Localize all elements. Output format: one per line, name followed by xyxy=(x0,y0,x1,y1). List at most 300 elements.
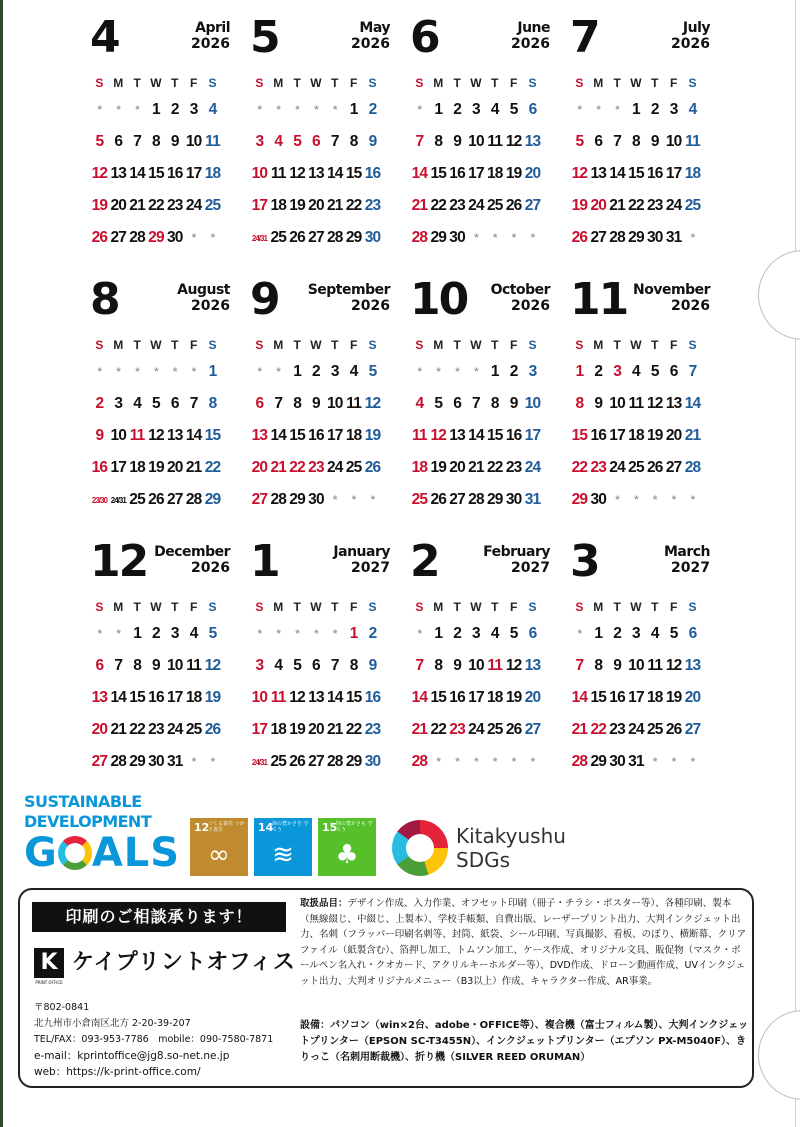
day-cell: 28 xyxy=(185,491,202,508)
empty-day-marker: * xyxy=(191,232,196,244)
day-cell: 4 xyxy=(133,395,142,412)
goal-number: 14 xyxy=(258,821,274,834)
day-cell: 16 xyxy=(166,165,183,182)
day-cell: 24 xyxy=(468,721,484,738)
month-header xyxy=(570,532,722,596)
day-cell: 31 xyxy=(628,753,644,770)
day-cell: 5 xyxy=(152,395,160,412)
month-name: May xyxy=(359,20,390,36)
month-header xyxy=(410,270,562,334)
day-cell: 13 xyxy=(91,689,108,706)
day-cell: 7 xyxy=(114,657,123,674)
week-row xyxy=(410,222,542,254)
week-row xyxy=(410,94,542,126)
empty-day-marker: * xyxy=(417,104,422,116)
empty-day-marker: * xyxy=(351,494,356,506)
address: 北九州市小倉南区北方 2-20-39-207 xyxy=(34,1018,191,1029)
day-cell: 23 xyxy=(449,197,465,214)
month-day-table xyxy=(570,334,702,516)
weekday-header: T xyxy=(491,76,499,90)
empty-day-marker: * xyxy=(333,628,337,640)
kitakyushu-name xyxy=(456,824,566,872)
sdg-line-3-g: G xyxy=(24,830,58,876)
day-cell: 4 xyxy=(490,101,499,118)
weekday-header: T xyxy=(453,338,461,352)
day-cell: 3 xyxy=(189,101,198,118)
day-cell: 26 xyxy=(204,721,221,738)
empty-day-marker: * xyxy=(135,366,139,378)
weekday-header: T xyxy=(171,600,179,614)
weekday-header: T xyxy=(491,338,499,352)
empty-day-marker: * xyxy=(436,756,440,768)
day-cell: 12 xyxy=(364,395,381,412)
day-cell: 13 xyxy=(110,165,127,182)
day-cell: 9 xyxy=(312,395,320,412)
week-row xyxy=(410,126,542,158)
day-cell: 25 xyxy=(345,459,362,476)
weekday-header: S xyxy=(415,600,424,614)
month-number: 7 xyxy=(570,12,599,63)
day-cell: 8 xyxy=(208,395,217,412)
empty-day-marker: * xyxy=(530,756,535,768)
day-cell: 8 xyxy=(594,657,603,674)
month-header xyxy=(410,8,562,72)
weekday-header: F xyxy=(669,76,678,90)
weekday-header: F xyxy=(509,338,518,352)
day-cell: 13 xyxy=(308,165,324,182)
empty-day-marker: * xyxy=(97,104,102,116)
month-number: 2 xyxy=(410,536,439,587)
day-cell: 23 xyxy=(364,197,381,214)
day-cell: 16 xyxy=(590,427,607,444)
month-header xyxy=(410,532,562,596)
weekday-header: T xyxy=(453,600,461,614)
day-cell: 1 xyxy=(575,363,584,380)
month-day-table xyxy=(410,334,542,516)
company-logo-icon: K xyxy=(34,948,64,978)
empty-day-marker: * xyxy=(577,628,582,640)
month-day-table xyxy=(90,596,222,778)
month-october-2026 xyxy=(410,270,562,520)
day-cell: 6 xyxy=(95,657,104,674)
day-cell: 29 xyxy=(345,229,362,246)
day-cell: 22 xyxy=(571,459,588,476)
day-cell: 20 xyxy=(524,165,541,182)
email-link[interactable]: e-mail：kprintoffice@jg8.so-net.ne.jp xyxy=(34,1050,230,1062)
week-row xyxy=(570,190,702,222)
company-logo-subtext: PRINT OFFICE xyxy=(35,980,63,985)
day-cell: 8 xyxy=(349,133,358,150)
day-cell: 8 xyxy=(133,657,142,674)
weekday-header: M xyxy=(113,338,124,352)
month-number: 3 xyxy=(570,536,599,587)
day-cell: 22 xyxy=(148,197,164,214)
weekday-header: T xyxy=(331,338,339,352)
day-cell: 17 xyxy=(326,427,343,444)
day-cell: 31 xyxy=(166,753,183,770)
day-cell: 6 xyxy=(312,657,320,674)
empty-day-marker: * xyxy=(97,366,102,378)
empty-day-marker: * xyxy=(257,366,262,378)
empty-day-marker: * xyxy=(634,494,638,506)
weekday-header: W xyxy=(150,600,162,614)
day-cell: 21 xyxy=(411,197,428,214)
weekday-header: S xyxy=(95,338,104,352)
goal-number: 12 xyxy=(194,821,210,834)
day-cell: 27 xyxy=(308,753,324,770)
day-cell: 21 xyxy=(411,721,428,738)
week-row xyxy=(90,714,222,746)
week-row xyxy=(250,746,382,778)
day-cell: 5 xyxy=(293,133,302,150)
weekday-header: W xyxy=(310,600,322,614)
month-number: 1 xyxy=(250,536,279,587)
month-name: April xyxy=(195,20,230,36)
day-cell: 2 xyxy=(95,395,104,412)
day-cell: 7 xyxy=(472,395,480,412)
weekday-header: M xyxy=(273,600,284,614)
weekday-header: S xyxy=(208,76,217,90)
day-cell: 13 xyxy=(251,427,268,444)
day-cell: 3 xyxy=(114,395,123,412)
weekday-header: T xyxy=(171,76,179,90)
weekday-header: F xyxy=(349,76,358,90)
empty-day-marker: * xyxy=(493,756,497,768)
week-row xyxy=(410,682,542,714)
day-cell: 26 xyxy=(505,197,522,214)
empty-day-marker: * xyxy=(333,104,337,116)
day-cell: 12 xyxy=(289,689,305,706)
month-day-table xyxy=(570,72,702,254)
weekday-header: S xyxy=(528,600,537,614)
day-cell: 30 xyxy=(308,491,324,508)
weekday-header: F xyxy=(669,600,678,614)
day-cell: 19 xyxy=(505,165,522,182)
empty-day-marker: * xyxy=(135,104,139,116)
weekday-header: S xyxy=(415,338,424,352)
week-row xyxy=(410,484,542,516)
day-cell: 14 xyxy=(110,689,127,706)
goal-title: 陸の豊かさも 守ろう xyxy=(336,821,373,833)
weekday-header: T xyxy=(651,338,659,352)
day-cell: 6 xyxy=(528,101,537,118)
month-number: 11 xyxy=(570,274,628,325)
day-cell: 16 xyxy=(449,689,465,706)
day-cell: 3 xyxy=(669,101,678,118)
day-cell: 11 xyxy=(270,165,286,182)
month-february-2027 xyxy=(410,532,562,782)
weekday-header: S xyxy=(688,600,697,614)
month-header xyxy=(90,532,242,596)
day-cell: 24 xyxy=(326,459,343,476)
day-cell: 17 xyxy=(468,165,484,182)
day-cell: 10 xyxy=(251,165,268,182)
empty-day-marker: * xyxy=(257,628,262,640)
day-cell: 27 xyxy=(449,491,465,508)
month-july-2026 xyxy=(570,8,722,258)
day-cell: 1 xyxy=(632,101,640,118)
day-cell: 23 xyxy=(449,721,465,738)
empty-day-marker: * xyxy=(474,366,478,378)
day-cell: 20 xyxy=(91,721,108,738)
day-cell: 20 xyxy=(110,197,127,214)
folder-notch-top xyxy=(758,250,800,340)
sdg-wheel-icon xyxy=(58,836,92,870)
month-year: 2026 xyxy=(671,298,710,314)
day-cell: 11 xyxy=(205,133,220,150)
week-row xyxy=(250,388,382,420)
day-cell: 29 xyxy=(345,753,362,770)
day-cell: 11 xyxy=(412,427,427,444)
day-cell: 17 xyxy=(524,427,541,444)
week-row xyxy=(250,714,382,746)
day-cell: 10 xyxy=(468,657,484,674)
day-cell: 28 xyxy=(571,753,588,770)
day-cell: 27 xyxy=(166,491,183,508)
month-june-2026 xyxy=(410,8,562,258)
weekday-header: S xyxy=(415,76,424,90)
day-cell: 24/31 xyxy=(110,495,126,505)
empty-day-marker: * xyxy=(653,494,657,506)
day-cell: 23 xyxy=(148,721,164,738)
tree-icon: ♣ xyxy=(335,840,359,870)
day-cell: 24 xyxy=(185,197,202,214)
day-cell: 27 xyxy=(524,721,541,738)
empty-day-marker: * xyxy=(596,104,600,116)
weekday-header: S xyxy=(368,600,377,614)
day-cell: 23 xyxy=(646,197,663,214)
day-cell: 6 xyxy=(453,395,462,412)
day-cell: 15 xyxy=(345,689,362,706)
day-cell: 27 xyxy=(590,229,607,246)
weekday-header: T xyxy=(293,600,301,614)
day-cell: 24/31 xyxy=(251,233,267,243)
weekday-header: M xyxy=(593,338,604,352)
empty-day-marker: * xyxy=(154,366,158,378)
weekday-header: T xyxy=(293,338,301,352)
day-cell: 22 xyxy=(430,721,447,738)
postal-code: 〒802-0841 xyxy=(34,1002,90,1013)
month-september-2026 xyxy=(250,270,402,520)
day-cell: 23/30 xyxy=(91,495,107,505)
month-year: 2026 xyxy=(191,298,230,314)
month-april-2026 xyxy=(90,8,242,258)
day-cell: 29 xyxy=(289,491,305,508)
day-cell: 27 xyxy=(91,753,108,770)
day-cell: 17 xyxy=(628,689,644,706)
day-cell: 14 xyxy=(609,165,625,182)
day-cell: 7 xyxy=(415,133,424,150)
empty-day-marker: * xyxy=(417,366,422,378)
day-cell: 18 xyxy=(411,459,428,476)
day-cell: 27 xyxy=(524,197,541,214)
day-cell: 26 xyxy=(665,721,682,738)
week-row xyxy=(90,682,222,714)
month-year: 2026 xyxy=(351,36,390,52)
day-cell: 11 xyxy=(186,657,202,674)
day-cell: 21 xyxy=(571,721,588,738)
day-cell: 5 xyxy=(509,101,518,118)
month-header xyxy=(90,270,242,334)
day-cell: 16 xyxy=(449,165,465,182)
day-cell: 8 xyxy=(490,395,499,412)
empty-day-marker: * xyxy=(455,366,459,378)
day-cell: 16 xyxy=(364,689,381,706)
day-cell: 4 xyxy=(688,101,697,118)
week-row xyxy=(250,356,382,388)
day-cell: 25 xyxy=(646,721,663,738)
weekday-header: F xyxy=(349,338,358,352)
weekday-header: S xyxy=(575,76,584,90)
day-cell: 30 xyxy=(364,229,381,246)
month-name: August xyxy=(177,282,230,298)
day-cell: 6 xyxy=(170,395,179,412)
day-cell: 12 xyxy=(430,427,447,444)
weekday-header: F xyxy=(669,338,678,352)
empty-day-marker: * xyxy=(370,494,375,506)
weekday-header: W xyxy=(630,76,642,90)
day-cell: 15 xyxy=(289,427,305,444)
tel-fax: TEL/FAX：093-953-7786 mobile：090-7580-7871 xyxy=(34,1034,274,1045)
month-number: 6 xyxy=(410,12,439,63)
empty-day-marker: * xyxy=(191,366,196,378)
day-cell: 30 xyxy=(148,753,164,770)
day-cell: 25 xyxy=(129,491,145,508)
week-row xyxy=(90,190,222,222)
empty-day-marker: * xyxy=(276,366,280,378)
week-row xyxy=(250,420,382,452)
day-cell: 5 xyxy=(434,395,443,412)
week-row xyxy=(570,420,702,452)
weekday-header: S xyxy=(208,338,217,352)
month-year: 2026 xyxy=(511,298,550,314)
day-cell: 20 xyxy=(166,459,183,476)
empty-day-marker: * xyxy=(276,104,280,116)
day-cell: 22 xyxy=(486,459,503,476)
day-cell: 5 xyxy=(669,625,678,642)
day-cell: 17 xyxy=(251,721,268,738)
day-cell: 6 xyxy=(312,133,320,150)
month-header xyxy=(570,8,722,72)
services-text: デザイン作成、入力作業、オフセット印刷（冊子・チラシ・ポスター等）、各種印刷、製本（無線綴じ、中綴じ、上製本）、学校手帳類、自費出版、レーザープリント出力、大判インクジェット出力、名刺（フラッパー印刷名刺等、封筒、紙袋、シール印刷、写真撮影、看板、のぼり、横断幕、クリアファイル（紙製含む）、箔押し加工、トムソン加工、ケース作成、オリジナル文具、販促物（マスク・ボールペン名入れ・クオカード、アクリルキーホルダー等）、DVD作成、ドローン動画作成、UVインクジェット出力、大判オリジナルメニュー（B3以上）作成、キャラクター作成、AR事業。 xyxy=(300,898,747,987)
day-cell: 17 xyxy=(251,197,268,214)
weekday-header: T xyxy=(651,600,659,614)
month-number: 12 xyxy=(90,536,148,587)
day-cell: 30 xyxy=(609,753,625,770)
day-cell: 1 xyxy=(434,101,443,118)
empty-day-marker: * xyxy=(493,232,497,244)
month-name: January xyxy=(333,544,390,560)
day-cell: 28 xyxy=(326,229,343,246)
day-cell: 10 xyxy=(468,133,484,150)
day-cell: 14 xyxy=(684,395,701,412)
weekday-header: S xyxy=(255,338,264,352)
day-cell: 2 xyxy=(650,101,659,118)
company-info-box xyxy=(18,888,754,1088)
weekday-header: M xyxy=(593,600,604,614)
weekday-header: S xyxy=(528,338,537,352)
empty-day-marker: * xyxy=(653,756,657,768)
day-cell: 10 xyxy=(665,133,682,150)
day-cell: 20 xyxy=(251,459,268,476)
month-day-table xyxy=(90,334,222,516)
weekday-header: W xyxy=(630,338,642,352)
weekday-header: T xyxy=(293,76,301,90)
empty-day-marker: * xyxy=(511,232,516,244)
month-day-table xyxy=(250,334,382,516)
empty-day-marker: * xyxy=(671,756,676,768)
day-cell: 22 xyxy=(345,197,362,214)
day-cell: 24 xyxy=(524,459,541,476)
day-cell: 1 xyxy=(594,625,603,642)
week-row xyxy=(410,452,542,484)
day-cell: 28 xyxy=(609,229,625,246)
weekday-header: W xyxy=(630,600,642,614)
month-day-table xyxy=(90,72,222,254)
empty-day-marker: * xyxy=(690,232,695,244)
week-row xyxy=(570,94,702,126)
day-cell: 25 xyxy=(411,491,428,508)
day-cell: 28 xyxy=(684,459,701,476)
sdg-banner xyxy=(24,792,604,882)
day-cell: 10 xyxy=(185,133,202,150)
empty-day-marker: * xyxy=(333,494,337,506)
day-cell: 30 xyxy=(646,229,663,246)
day-cell: 2 xyxy=(509,363,518,380)
week-row xyxy=(90,420,222,452)
weekday-header: M xyxy=(593,76,604,90)
empty-day-marker: * xyxy=(417,628,422,640)
empty-day-marker: * xyxy=(295,104,299,116)
day-cell: 20 xyxy=(308,197,324,214)
goal-number: 15 xyxy=(322,821,338,834)
day-cell: 12 xyxy=(571,165,588,182)
day-cell: 22 xyxy=(204,459,221,476)
day-cell: 28 xyxy=(110,753,127,770)
day-cell: 1 xyxy=(293,363,302,380)
weekday-header: F xyxy=(189,76,198,90)
day-cell: 23 xyxy=(505,459,522,476)
day-cell: 6 xyxy=(528,625,537,642)
day-cell: 14 xyxy=(326,165,343,182)
left-edge-strip xyxy=(0,0,3,1127)
day-cell: 18 xyxy=(204,165,221,182)
day-cell: 3 xyxy=(255,133,264,150)
day-cell: 9 xyxy=(613,657,622,674)
day-cell: 31 xyxy=(524,491,541,508)
day-cell: 8 xyxy=(152,133,160,150)
day-cell: 21 xyxy=(468,459,484,476)
day-cell: 4 xyxy=(274,657,283,674)
day-cell: 16 xyxy=(91,459,108,476)
day-cell: 17 xyxy=(110,459,127,476)
day-cell: 26 xyxy=(505,721,522,738)
day-cell: 15 xyxy=(129,689,145,706)
folder-notch-bottom xyxy=(758,1010,800,1100)
day-cell: 19 xyxy=(430,459,447,476)
weekday-header: T xyxy=(331,76,339,90)
day-cell: 27 xyxy=(684,721,701,738)
month-number: 9 xyxy=(250,274,279,325)
day-cell: 21 xyxy=(185,459,202,476)
day-cell: 10 xyxy=(326,395,343,412)
day-cell: 5 xyxy=(509,625,518,642)
day-cell: 28 xyxy=(270,491,287,508)
web-link[interactable]: web：https://k-print-office.com/ xyxy=(34,1066,201,1078)
empty-day-marker: * xyxy=(210,756,215,768)
day-cell: 11 xyxy=(129,427,145,444)
day-cell: 14 xyxy=(270,427,287,444)
